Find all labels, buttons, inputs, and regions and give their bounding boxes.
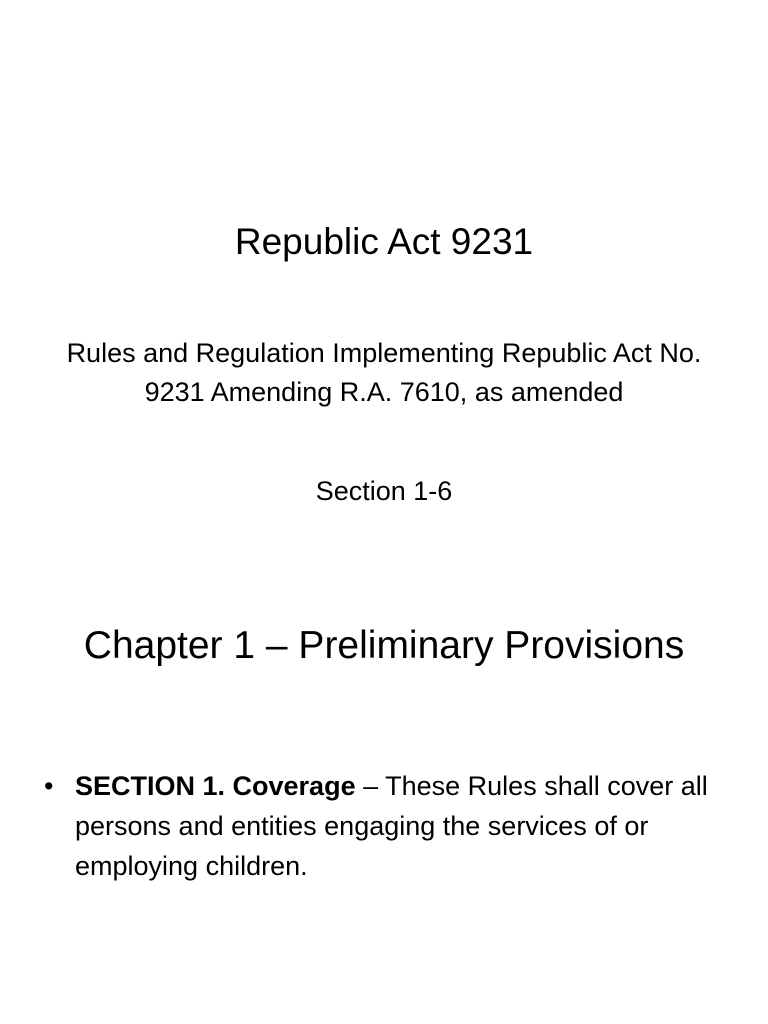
bullet-item [44,766,734,886]
bullet-marker: • [44,771,54,801]
section-text: – These Rules shall cover all persons and entities engaging the services of or employing children. [75,771,708,881]
bullet-list [44,766,734,886]
section-range: Section 1-6 [315,476,453,506]
subtitle-line-1: Rules and Regulation Implementing Republic Act No. [66,338,702,368]
chapter-title: Chapter 1 – Preliminary Provisions [83,624,685,667]
slide-title: Republic Act 9231 [234,221,534,262]
section-label: SECTION 1. Coverage [75,771,356,801]
slide-subtitle [10,334,758,412]
subtitle-line-2: 9231 Amending R.A. 7610, as amended [144,377,624,407]
